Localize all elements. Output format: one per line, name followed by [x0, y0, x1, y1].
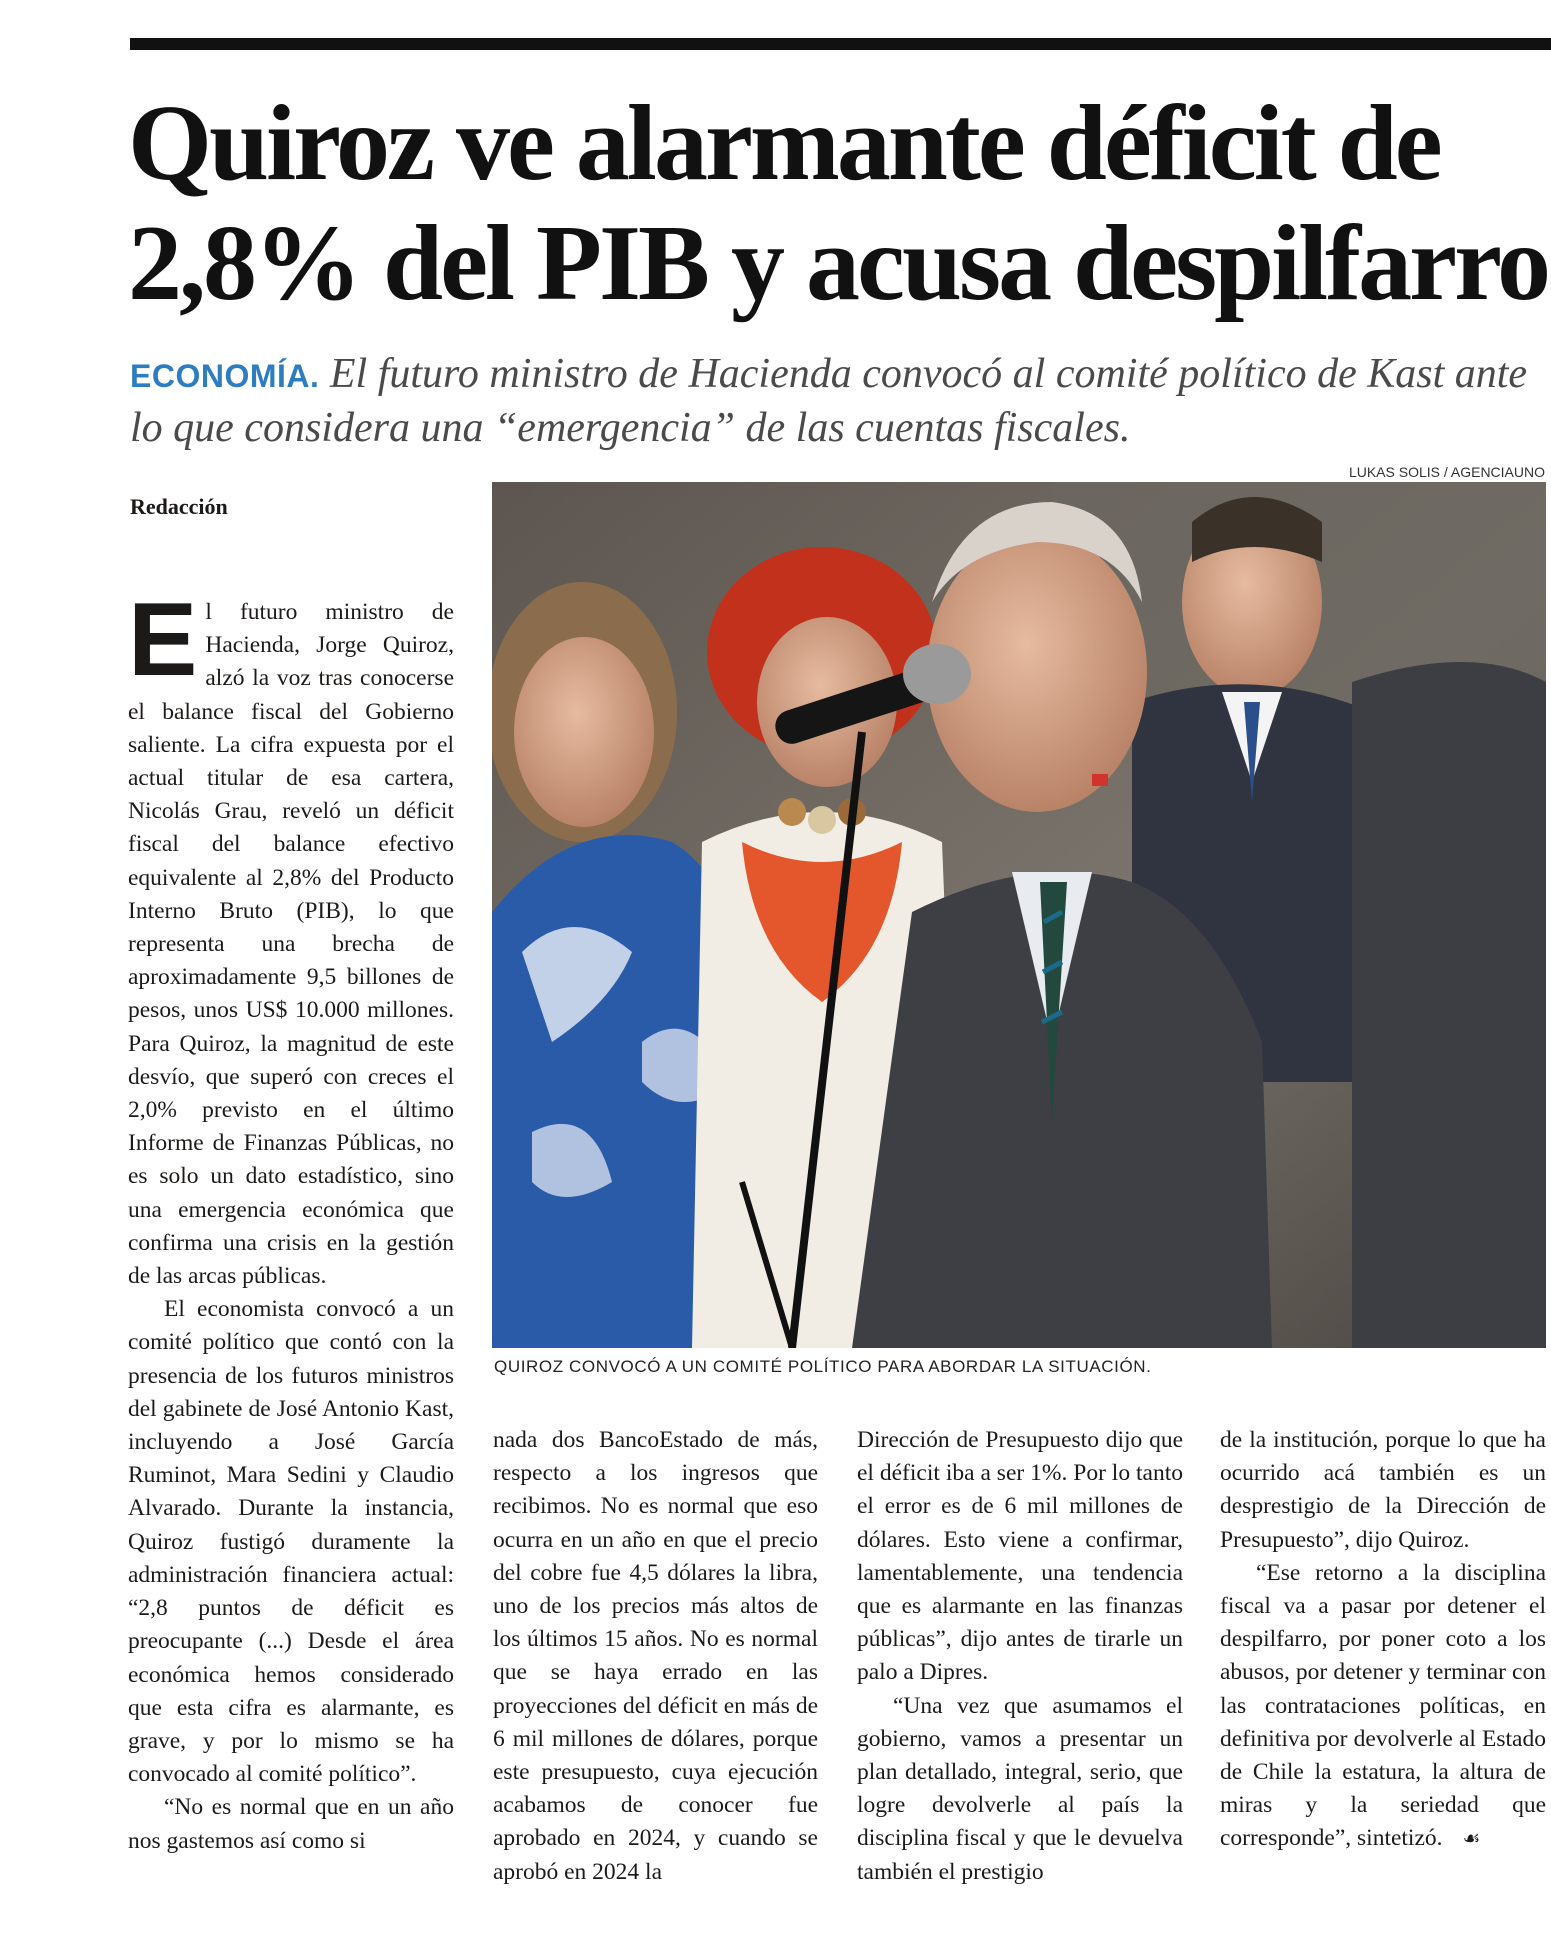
- headline: [128, 84, 1548, 324]
- article-column-4: [1220, 1424, 1546, 1856]
- article-photo: [492, 482, 1546, 1348]
- headline-line-2: 2,8% del PIB y acusa despilfarro: [128, 204, 1549, 323]
- headline-line-1: Quiroz ve alarmante déficit de: [128, 84, 1440, 203]
- deck: [130, 348, 1530, 454]
- paragraph: El economista convocó a un comité político que contó con la presencia de los futuros ministros del gabinete de José Antonio Kast, incluyendo a José García Ruminot, Mara Sedini y Claudio Alvarado. Durante la instancia, Quiroz fustigó duramente la administración financiera actual: “2,8 puntos de déficit es preocupante (...) Desde el área económica hemos considerado que esta cifra es alarmante, es grave, y por lo mismo se ha convocado al comité político”.: [128, 1296, 454, 1788]
- paragraph: “Una vez que asumamos el gobierno, vamos a presentar un plan detallado, integral, serio, que logre devolverle al país la disciplina fiscal y que le devuelva también el prestigio: [857, 1692, 1183, 1885]
- paragraph: [1220, 1557, 1546, 1856]
- paragraph: nada dos BancoEstado de más, respecto a los ingresos que recibimos. No es normal que eso ocurra en un año en que el precio del cobre fue 4,5 dólares la libra, uno de los precios más altos de los últimos 15 años. No es normal que se haya errado en las proyecciones del déficit en más de 6 mil millones de dólares, porque este presupuesto, cuya ejecución acabamos de conocer fue aprobado en 2024, y cuando se aprobó en 2024 la: [493, 1427, 818, 1885]
- paragraph: [128, 582, 454, 1293]
- photo-illustration: [492, 482, 1546, 1348]
- dropcap: E: [128, 582, 198, 698]
- photo-caption: QUIROZ CONVOCÓ A UN COMITÉ POLÍTICO PARA ABORDAR LA SITUACIÓN.: [494, 1357, 1152, 1376]
- end-mark-icon: ☙: [1462, 1826, 1481, 1851]
- paragraph: de la institución, porque lo que ha ocurrido acá también es un desprestigio de la Dirección de Presupuesto”, dijo Quiroz.: [1220, 1427, 1546, 1553]
- top-rule: [130, 38, 1551, 50]
- paragraph: “No es normal que en un año nos gastemos así como si: [128, 1794, 454, 1854]
- byline: Redacción: [130, 494, 228, 519]
- paragraph: Dirección de Presupuesto dijo que el déficit iba a ser 1%. Por lo tanto el error es de 6 mil millones de dólares. Esto viene a confirmar, lamentablemente, una tendencia que es alarmante en las finanzas públicas”, dijo antes de tirarle un palo a Dipres.: [857, 1427, 1183, 1686]
- photo-credit: LUKAS SOLIS / AGENCIAUNO: [1348, 464, 1545, 480]
- article-column-1: [128, 582, 454, 1858]
- section-label: ECONOMÍA.: [130, 358, 320, 394]
- paragraph-text: l futuro ministro de Hacienda, Jorge Quiroz, alzó la voz tras conocerse el balance fiscal del Gobierno saliente. La cifra expuesta por el actual titular de esa cartera, Nicolás Grau, reveló un déficit fiscal del balance efectivo equivalente al 2,8% del Producto Interno Bruto (PIB), lo que representa una brecha de aproximadamente 9,5 billones de pesos, unos US$ 10.000 millones. Para Quiroz, la magnitud de este desvío, que superó con creces el 2,0% previsto en el último Informe de Finanzas Públicas, no es solo un dato estadístico, sino una emergencia económica que confirma una crisis en la gestión de las arcas públicas.: [128, 599, 454, 1290]
- paragraph-text: “Ese retorno a la disciplina fiscal va a pasar por detener el despilfarro, por poner coto a los abusos, por detener y terminar con las contrataciones políticas, en definitiva por devolverle al Estado de Chile la estatura, la altura de miras y la seriedad que corresponde”, sintetizó.: [1220, 1559, 1546, 1852]
- article-column-3: [857, 1424, 1183, 1889]
- article-column-2: [493, 1424, 818, 1889]
- deck-text: El futuro ministro de Hacienda convocó al comité político de Kast ante lo que considera una “emergencia” de las cuentas fiscales.: [130, 351, 1528, 451]
